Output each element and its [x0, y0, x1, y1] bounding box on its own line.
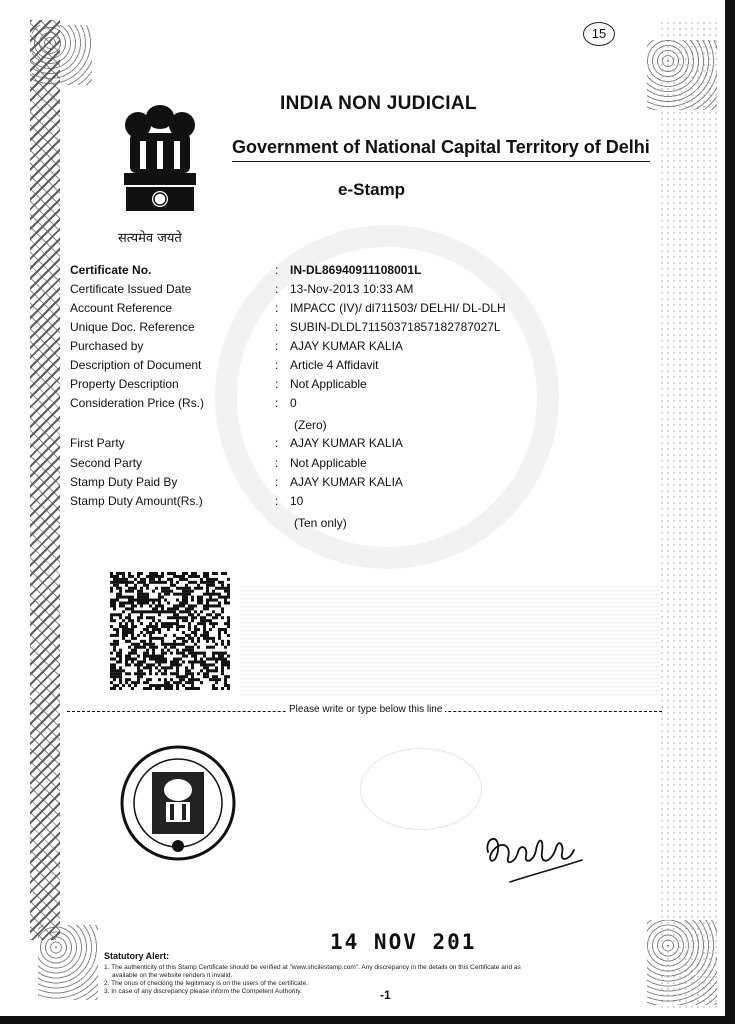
field-label: Certificate Issued Date — [70, 282, 192, 296]
statutory-alert-line: 3. In case of any discrepancy please inform the Competent Authority. — [104, 988, 302, 995]
field-purchased-by — [70, 339, 590, 358]
left-decorative-border — [30, 20, 60, 940]
issuing-authority: Government of National Capital Territory of Delhi — [232, 137, 650, 162]
top-left-ornament — [32, 25, 92, 85]
field-value: 0 — [290, 396, 297, 410]
field-label: Certificate No. — [70, 263, 152, 277]
field-unique-doc-reference — [70, 320, 590, 339]
field-colon: : — [275, 494, 279, 508]
document-heading: INDIA NON JUDICIAL — [280, 93, 477, 114]
emblem-motto: सत्यमेव जयते — [118, 231, 182, 246]
field-colon: : — [275, 436, 279, 450]
field-colon: : — [275, 396, 279, 410]
field-label: Account Reference — [70, 301, 173, 315]
field-colon: : — [275, 282, 279, 296]
field-value: AJAY KUMAR KALIA — [290, 436, 403, 450]
national-emblem-icon — [110, 95, 210, 225]
qr-code — [110, 572, 230, 690]
field-label: First Party — [70, 436, 125, 450]
field-certificate-no — [70, 263, 590, 282]
field-document-description — [70, 358, 590, 377]
field-label: Property Description — [70, 377, 179, 391]
field-label: Unique Doc. Reference — [70, 320, 195, 334]
scan-edge-right — [725, 0, 735, 1024]
divider-instruction: Please write or type below this line — [286, 704, 445, 715]
field-colon: : — [275, 475, 279, 489]
field-colon: : — [275, 320, 279, 334]
statutory-alert-line: 2. The onus of checking the legitimacy is on the users of the certificate. — [104, 980, 309, 987]
field-label: Stamp Duty Paid By — [70, 475, 178, 489]
field-value: IN-DL86940911108001L — [290, 263, 422, 277]
field-colon: : — [275, 358, 279, 372]
field-label: Description of Document — [70, 358, 202, 372]
field-label: Stamp Duty Amount(Rs.) — [70, 494, 203, 508]
field-value: 10 — [290, 494, 304, 508]
field-stamp-duty-amount — [70, 494, 590, 513]
top-right-ornament — [647, 40, 717, 110]
field-value: 13-Nov-2013 10:33 AM — [290, 282, 414, 296]
field-value: Not Applicable — [290, 377, 367, 391]
field-colon: : — [275, 339, 279, 353]
stamp-duty-amount-words: (Ten only) — [294, 516, 347, 530]
field-value: IMPACC (IV)/ dl711503/ DELHI/ DL-DLH — [290, 301, 506, 315]
field-value: AJAY KUMAR KALIA — [290, 475, 403, 489]
official-seal-icon — [118, 742, 238, 864]
page-number: 15 — [583, 22, 615, 46]
document-type: e-Stamp — [338, 180, 406, 199]
security-band — [240, 585, 660, 695]
scan-edge-bottom — [0, 1016, 735, 1024]
date-stamp: 14 NOV 201 — [330, 930, 477, 954]
right-security-pattern — [659, 20, 719, 1010]
field-label: Purchased by — [70, 339, 144, 353]
field-label: Consideration Price (Rs.) — [70, 396, 205, 410]
field-value: Article 4 Affidavit — [290, 358, 379, 372]
field-second-party — [70, 456, 590, 475]
field-stamp-duty-paid-by — [70, 475, 590, 494]
field-property-description — [70, 377, 590, 396]
faint-stamp-impression — [360, 748, 482, 830]
bottom-left-ornament — [38, 925, 98, 1000]
statutory-alert-title: Statutory Alert: — [104, 951, 170, 961]
field-value: SUBIN-DLDL71150371857182787027L — [290, 320, 501, 334]
field-first-party — [70, 436, 590, 455]
bottom-right-ornament — [647, 920, 717, 1005]
field-account-reference — [70, 301, 590, 320]
field-colon: : — [275, 301, 279, 315]
margin-mark: -1 — [380, 988, 391, 1002]
field-issued-date — [70, 282, 590, 301]
field-value: Not Applicable — [290, 456, 367, 470]
field-consideration-price — [70, 396, 590, 415]
field-colon: : — [275, 377, 279, 391]
field-value: AJAY KUMAR KALIA — [290, 339, 403, 353]
consideration-price-words: (Zero) — [294, 418, 327, 432]
statutory-alert-line: 1. The authenticity of this Stamp Certificate should be verified at "www.shcilestamp.com". Any discrepancy in the details on this Certificate and as — [104, 964, 521, 971]
field-colon: : — [275, 263, 279, 277]
signature-icon — [478, 822, 588, 890]
field-colon: : — [275, 456, 279, 470]
field-label: Second Party — [70, 456, 143, 470]
statutory-alert-line: available on the website renders it invalid. — [112, 972, 233, 979]
